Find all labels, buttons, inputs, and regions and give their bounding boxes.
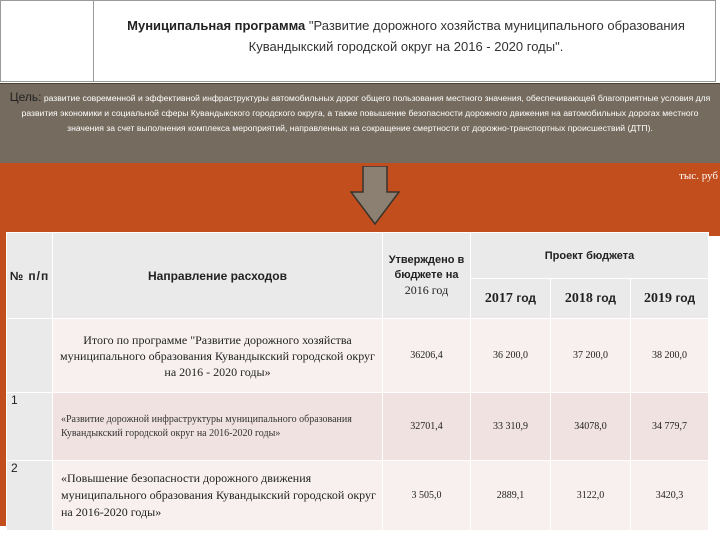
page-title [101, 15, 711, 57]
title-left-panel [9, 1, 94, 81]
row-2018: 37 200,0 [551, 319, 631, 393]
table-header-row [7, 233, 709, 279]
row-num: 2 [7, 461, 53, 531]
goal-description: развитие современной и эффективной инфраструктуры автомобильных дорог общего пользования местного значения, обеспечивающей благоприятные условия для развития экономики и социальной сферы Кувандыкского городского округа, а также повышение безопасности дорожного движения на автомобильных дорогах местного значения за счет выполнения комплекса мероприятий, направленных на сокращение смертности от дорожно-транспортных происшествий (ДТП). [21, 93, 711, 133]
header-year-2018 [551, 279, 631, 319]
header-year-suffix: год [596, 290, 617, 305]
row-num: 1 [7, 393, 53, 461]
program-name-part2: Кувандыкский городской округ на [248, 39, 451, 54]
header-year-value: 2019 [643, 290, 672, 306]
row-2019: 34 779,7 [631, 393, 709, 461]
row-approved: 3 505,0 [383, 461, 471, 531]
program-period: 2016 - 2020 [453, 39, 524, 54]
header-approved-label: Утверждено в бюджете на [388, 253, 465, 281]
goal-label: Цель: [9, 90, 42, 104]
table-row [7, 319, 709, 393]
row-2017: 36 200,0 [471, 319, 551, 393]
row-description: «Развитие дорожной инфраструктуры муниципального образования Кувандыкский городской округ на 2016-2020 годы» [53, 393, 383, 461]
budget-table [6, 232, 709, 531]
row-2017: 33 310,9 [471, 393, 551, 461]
row-description: «Повышение безопасности дорожного движения муниципального образования Кувандыкский городской округ на 2016-2020 годы» [53, 461, 383, 531]
header-num: № п/п [7, 233, 53, 319]
table-row [7, 461, 709, 531]
program-name-part3: годы". [526, 39, 564, 54]
header-year-suffix: год [675, 290, 696, 305]
row-approved: 36206,4 [383, 319, 471, 393]
row-description: Итого по программе "Развитие дорожного хозяйства муниципального образования Кувандыкский городской округ на 2016 - 2020 годы» [53, 319, 383, 393]
down-arrow-icon [350, 166, 400, 226]
header-project: Проект бюджета [471, 233, 709, 279]
row-2017: 2889,1 [471, 461, 551, 531]
row-approved: 32701,4 [383, 393, 471, 461]
units-label: тыс. руб [679, 170, 718, 182]
goal-band [0, 83, 720, 164]
header-year-2017 [471, 279, 551, 319]
header-year-value: 2018 [564, 290, 593, 306]
program-label: Муниципальная программа [127, 18, 306, 33]
row-2018: 3122,0 [551, 461, 631, 531]
row-2019: 38 200,0 [631, 319, 709, 393]
goal-text [6, 90, 714, 136]
program-name-part1: "Развитие дорожного хозяйства муниципального образования [308, 18, 685, 33]
table-row [7, 393, 709, 461]
header-year-2019 [631, 279, 709, 319]
row-num [7, 319, 53, 393]
header-direction: Направление расходов [53, 233, 383, 319]
title-box [0, 0, 716, 82]
row-2018: 34078,0 [551, 393, 631, 461]
header-approved-year: 2016 год [404, 282, 449, 297]
header-approved [383, 233, 471, 319]
header-year-suffix: год [516, 290, 537, 305]
row-2019: 3420,3 [631, 461, 709, 531]
header-year-value: 2017 [484, 290, 513, 306]
